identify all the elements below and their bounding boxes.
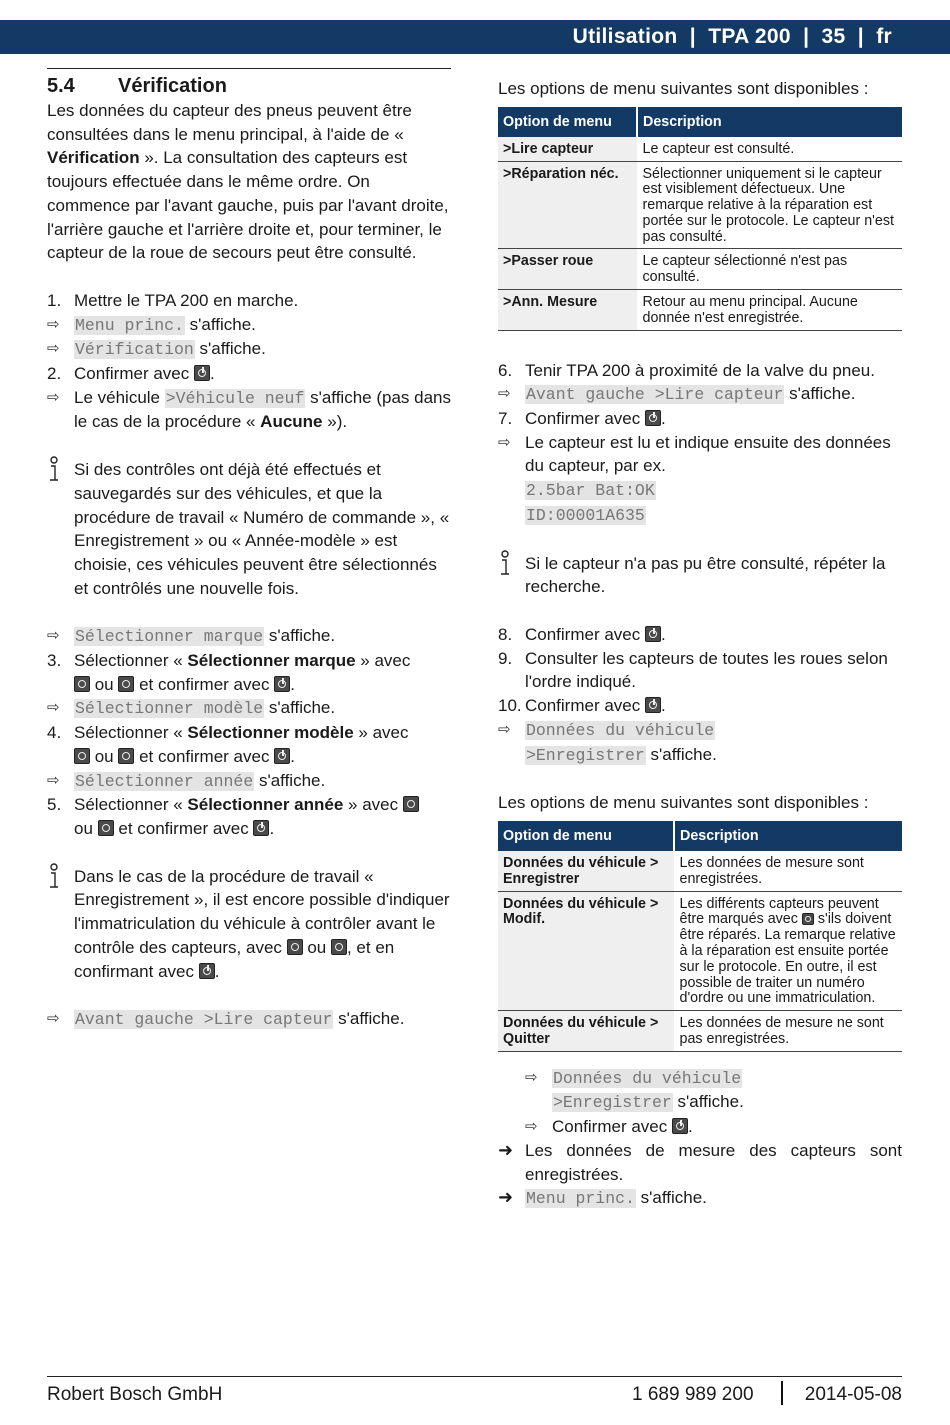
intro-b: Vérification [47, 148, 140, 168]
note-text: Si des contrôles ont déjà été effectués et sauvegardés sur des véhicules, et que la procédure de travail « Numéro de commande », « Enregistrement » ou « Année-modèle » est choisie, ces véhicules peuvent être sélectionnés et contrôlés une nouvelle fois. [74, 460, 450, 598]
result-arrow-icon: ⇨ [47, 771, 60, 789]
right-column [498, 77, 902, 1211]
down-key-icon [98, 820, 114, 836]
result-suffix: s'affiche. [672, 1092, 744, 1112]
description-cell: Les données de mesure ne sont pas enregistrées. [674, 1011, 902, 1052]
result-vehicle-data [498, 718, 902, 767]
result-vehicle-data-save [525, 1066, 902, 1115]
footer-date: 2014-05-08 [804, 1384, 902, 1405]
result-select-make [47, 624, 451, 649]
ok-key-icon [253, 820, 269, 836]
description-cell: Le capteur sélectionné n'est pas consulté. [637, 249, 902, 290]
step-pre: Sélectionner « [74, 651, 188, 671]
display-text: Menu princ. [75, 315, 184, 335]
section-rule [47, 68, 451, 69]
step-post: » avec [343, 795, 403, 815]
result-confirm [525, 1115, 902, 1139]
result-text: Le capteur est lu et indique ensuite des données du capteur, par ex. [525, 432, 891, 476]
header-option: Option de menu [498, 107, 637, 137]
step-text: Confirmer avec [525, 696, 641, 716]
step-10 [498, 694, 902, 718]
table-row [498, 891, 902, 1011]
header-option: Option de menu [498, 821, 674, 851]
up-key-icon [74, 748, 90, 764]
result-arrow-icon: ⇨ [498, 720, 511, 738]
display-text: Données du véhicule [526, 720, 715, 740]
display-text: >Enregistrer [553, 1093, 672, 1113]
step-number: 1. [47, 290, 62, 310]
header-lang: fr [876, 25, 892, 48]
mark-key-icon [802, 913, 814, 925]
result-front-left-read [498, 382, 902, 407]
display-text: 2.5bar Bat:OK [526, 481, 655, 501]
display-text: Données du véhicule [553, 1068, 742, 1088]
step-or: ou [90, 674, 119, 694]
description-cell: Retour au menu principal. Aucune donnée n'est enregistrée. [637, 290, 902, 331]
step-text: Confirmer avec [525, 409, 641, 429]
result-front-left [47, 1007, 451, 1032]
header-product: TPA 200 [708, 25, 791, 48]
step-end: . [290, 746, 295, 766]
option-cell: Données du véhicule > Modif. [498, 891, 674, 1011]
page-footer [47, 1376, 902, 1405]
info-icon [45, 456, 63, 484]
step-or: ou [90, 746, 119, 766]
result-arrow-icon: ⇨ [47, 388, 60, 406]
description-cell: Le capteur est consulté. [637, 137, 902, 161]
step-text: Confirmer avec [525, 625, 641, 644]
step-number: 8. [498, 625, 513, 644]
result-vehicule-neuf [47, 386, 451, 434]
page-header [0, 20, 950, 54]
step-9 [498, 647, 902, 694]
note-registration [47, 865, 451, 984]
ok-key-icon [274, 676, 290, 692]
header-description: Description [637, 107, 902, 137]
table-row [498, 137, 902, 161]
page-number: 35 [821, 25, 846, 48]
step-confirm: et confirmer avec [134, 674, 275, 694]
display-text: Sélectionner année [75, 771, 254, 791]
step-pre: Sélectionner « [74, 723, 188, 743]
step-2 [47, 362, 451, 386]
description-cell: Les données de mesure sont enregistrées. [674, 851, 902, 891]
table-row [498, 1011, 902, 1052]
final-arrow-icon: ➜ [498, 1139, 514, 1160]
menu-options-table [498, 107, 902, 331]
result-bold: Aucune [260, 412, 323, 432]
step-confirm: et confirmer avec [134, 746, 275, 766]
step-number: 10. [498, 696, 522, 716]
step-8 [498, 623, 902, 647]
display-text: Sélectionner marque [75, 627, 264, 647]
step-bold: Sélectionner marque [187, 651, 356, 671]
step-text: Mettre le TPA 200 en marche. [74, 290, 299, 310]
note-text: Dans le cas de la procédure de travail « Enregistrement », il est encore possible d'indiquer l'immatriculation du véhicule à contrôler avant le contrôle des capteurs, avec [74, 866, 450, 957]
step-6 [498, 359, 902, 383]
result-sensor-data [498, 431, 902, 528]
info-icon [45, 863, 63, 891]
step-end: . [210, 364, 215, 384]
step-number: 6. [498, 360, 513, 380]
display-text: Avant gauche >Lire capteur [75, 1010, 333, 1030]
table-header [498, 107, 902, 137]
ok-key-icon [274, 748, 290, 764]
result-arrow-icon: ⇨ [47, 699, 60, 717]
display-text: >Véhicule neuf [165, 388, 305, 408]
step-3 [47, 649, 451, 696]
ok-key-icon [645, 410, 661, 426]
note-or: ou [302, 937, 331, 957]
step-or: ou [74, 818, 98, 838]
result-arrow-icon: ⇨ [47, 1010, 60, 1028]
final-result-saved [498, 1139, 902, 1186]
note-text: Si le capteur n'a pas pu être consulté, répéter la recherche. [525, 553, 886, 597]
step-1 [47, 289, 451, 313]
description-cell: Sélectionner uniquement si le capteur est visiblement défectueux. Une remarque relative à la réparation est portée sur le protocole. Le capteur n'est pas consulté. [637, 161, 902, 249]
step-number: 4. [47, 723, 62, 743]
result-suffix: s'affiche. [784, 384, 856, 404]
info-icon [496, 550, 514, 578]
ok-key-icon [645, 626, 661, 642]
display-text: Vérification [75, 340, 194, 360]
footer-company: Robert Bosch GmbH [47, 1384, 223, 1405]
option-cell: >Ann. Mesure [498, 290, 637, 331]
vehicle-data-options-table [498, 821, 902, 1052]
final-text: Les données de mesure des capteurs sont enregistrées. [525, 1140, 902, 1184]
note-confirm: , et en confirmant avec [74, 937, 395, 981]
step-text: Tenir TPA 200 à proximité de la valve du pneu. [525, 360, 875, 380]
section-title: Vérification [118, 75, 227, 97]
up-key-icon [403, 796, 419, 812]
table-row [498, 249, 902, 290]
result-arrow-icon: ⇨ [498, 433, 511, 451]
option-cell: Données du véhicule > Enregistrer [498, 851, 674, 891]
step-post: » avec [355, 651, 411, 671]
table-row [498, 851, 902, 891]
result-arrow-icon: ⇨ [47, 315, 60, 333]
step-bold: Sélectionner année [187, 795, 344, 815]
ok-key-icon [194, 365, 210, 381]
result-menu-princ [47, 313, 451, 338]
result-arrow-icon: ⇨ [525, 1118, 538, 1136]
result-text: Confirmer avec [552, 1117, 668, 1137]
ok-key-icon [672, 1118, 688, 1134]
result-prefix: Le véhicule [74, 387, 165, 407]
result-verification [47, 337, 451, 362]
step-number: 9. [498, 648, 513, 668]
result-end: . [688, 1117, 693, 1137]
option-cell: >Réparation néc. [498, 161, 637, 249]
result-arrow-icon: ⇨ [525, 1068, 538, 1086]
up-key-icon [287, 939, 303, 955]
table-header [498, 821, 902, 851]
step-end: . [661, 625, 666, 644]
header-text: Utilisation | TPA 200 | 35 | fr [572, 25, 892, 48]
result-suffix: s'affiche. [254, 770, 326, 790]
section-number: 5.4 [47, 75, 75, 97]
step-confirm: et confirmer avec [113, 818, 254, 838]
note-end: . [214, 961, 220, 981]
display-text: Menu princ. [526, 1189, 635, 1209]
step-end: . [269, 818, 275, 838]
step-number: 5. [47, 795, 62, 815]
result-suffix: s'affiche. [264, 698, 336, 718]
result-mid: s'affiche (pas dans le cas de la procédure « [74, 387, 451, 432]
step-number: 3. [47, 651, 62, 671]
down-key-icon [331, 939, 347, 955]
intro-a: Les données du capteur des pneus peuvent être consultées dans le menu principal, à l'aide de « [47, 101, 412, 144]
result-suffix: s'affiche. [333, 1009, 405, 1029]
display-text: Avant gauche >Lire capteur [526, 385, 784, 405]
intro-paragraph [47, 99, 451, 265]
display-text: Sélectionner modèle [75, 699, 264, 719]
step-5 [47, 793, 451, 840]
note-previous-checks [47, 458, 451, 600]
section-heading [47, 73, 451, 99]
table-row [498, 161, 902, 249]
intro-c: ». La consultation des capteurs est toujours effectuée dans le même ordre. On commence par l'avant gauche, puis par l'avant droite, l'arrière gauche et l'arrière droite et, pour terminer, le capteur de la roue de secours peut être consulté. [47, 148, 449, 263]
footer-divider [781, 1381, 783, 1405]
result-select-year [47, 769, 451, 794]
result-suffix: s'affiche. [194, 339, 266, 359]
step-end: . [290, 674, 295, 694]
display-text: >Enregistrer [526, 745, 645, 765]
result-suffix: s'affiche. [645, 744, 717, 764]
step-text: Consulter les capteurs de toutes les roues selon l'ordre indiqué. [525, 648, 888, 692]
left-column [47, 68, 451, 1032]
option-cell: >Lire capteur [498, 137, 637, 161]
result-arrow-icon: ⇨ [47, 627, 60, 645]
result-suffix: s'affiche. [184, 314, 256, 334]
description-cell: Les différents capteurs peuvent être marqués avec s'ils doivent être réparés. La remarque relative à la réparation est ensuite portée sur le protocole. En outre, il est possible de traiter un numéro d'ordre ou une immatriculation. [674, 891, 902, 1011]
header-description: Description [674, 821, 902, 851]
final-result-menu [498, 1186, 902, 1211]
result-end: »). [322, 412, 348, 432]
option-cell: Données du véhicule > Quitter [498, 1011, 674, 1052]
result-arrow-icon: ⇨ [498, 385, 511, 403]
step-number: 7. [498, 409, 513, 429]
step-pre: Sélectionner « [74, 795, 188, 815]
step-number: 2. [47, 364, 62, 384]
result-suffix: s'affiche. [264, 626, 336, 646]
note-repeat-search [498, 552, 902, 599]
option-cell: >Passer roue [498, 249, 637, 290]
header-section: Utilisation [572, 25, 678, 48]
options-intro: Les options de menu suivantes sont disponibles : [498, 79, 869, 98]
options-intro: Les options de menu suivantes sont disponibles : [498, 793, 869, 813]
down-key-icon [118, 676, 134, 692]
display-text: ID:00001A635 [526, 505, 645, 525]
up-key-icon [74, 676, 90, 692]
result-arrow-icon: ⇨ [47, 340, 60, 358]
ok-key-icon [645, 697, 661, 713]
step-4 [47, 721, 451, 768]
final-arrow-icon: ➜ [498, 1187, 514, 1208]
step-text: Confirmer avec [74, 364, 190, 384]
down-key-icon [118, 748, 134, 764]
step-end: . [661, 696, 666, 716]
step-bold: Sélectionner modèle [187, 723, 354, 743]
final-suffix: s'affiche. [635, 1188, 707, 1208]
footer-docnum: 1 689 989 200 [632, 1384, 754, 1405]
result-select-model [47, 696, 451, 721]
step-7 [498, 407, 902, 431]
step-end: . [661, 409, 666, 429]
ok-key-icon [199, 963, 215, 979]
table-row [498, 290, 902, 331]
step-post: » avec [353, 723, 409, 743]
